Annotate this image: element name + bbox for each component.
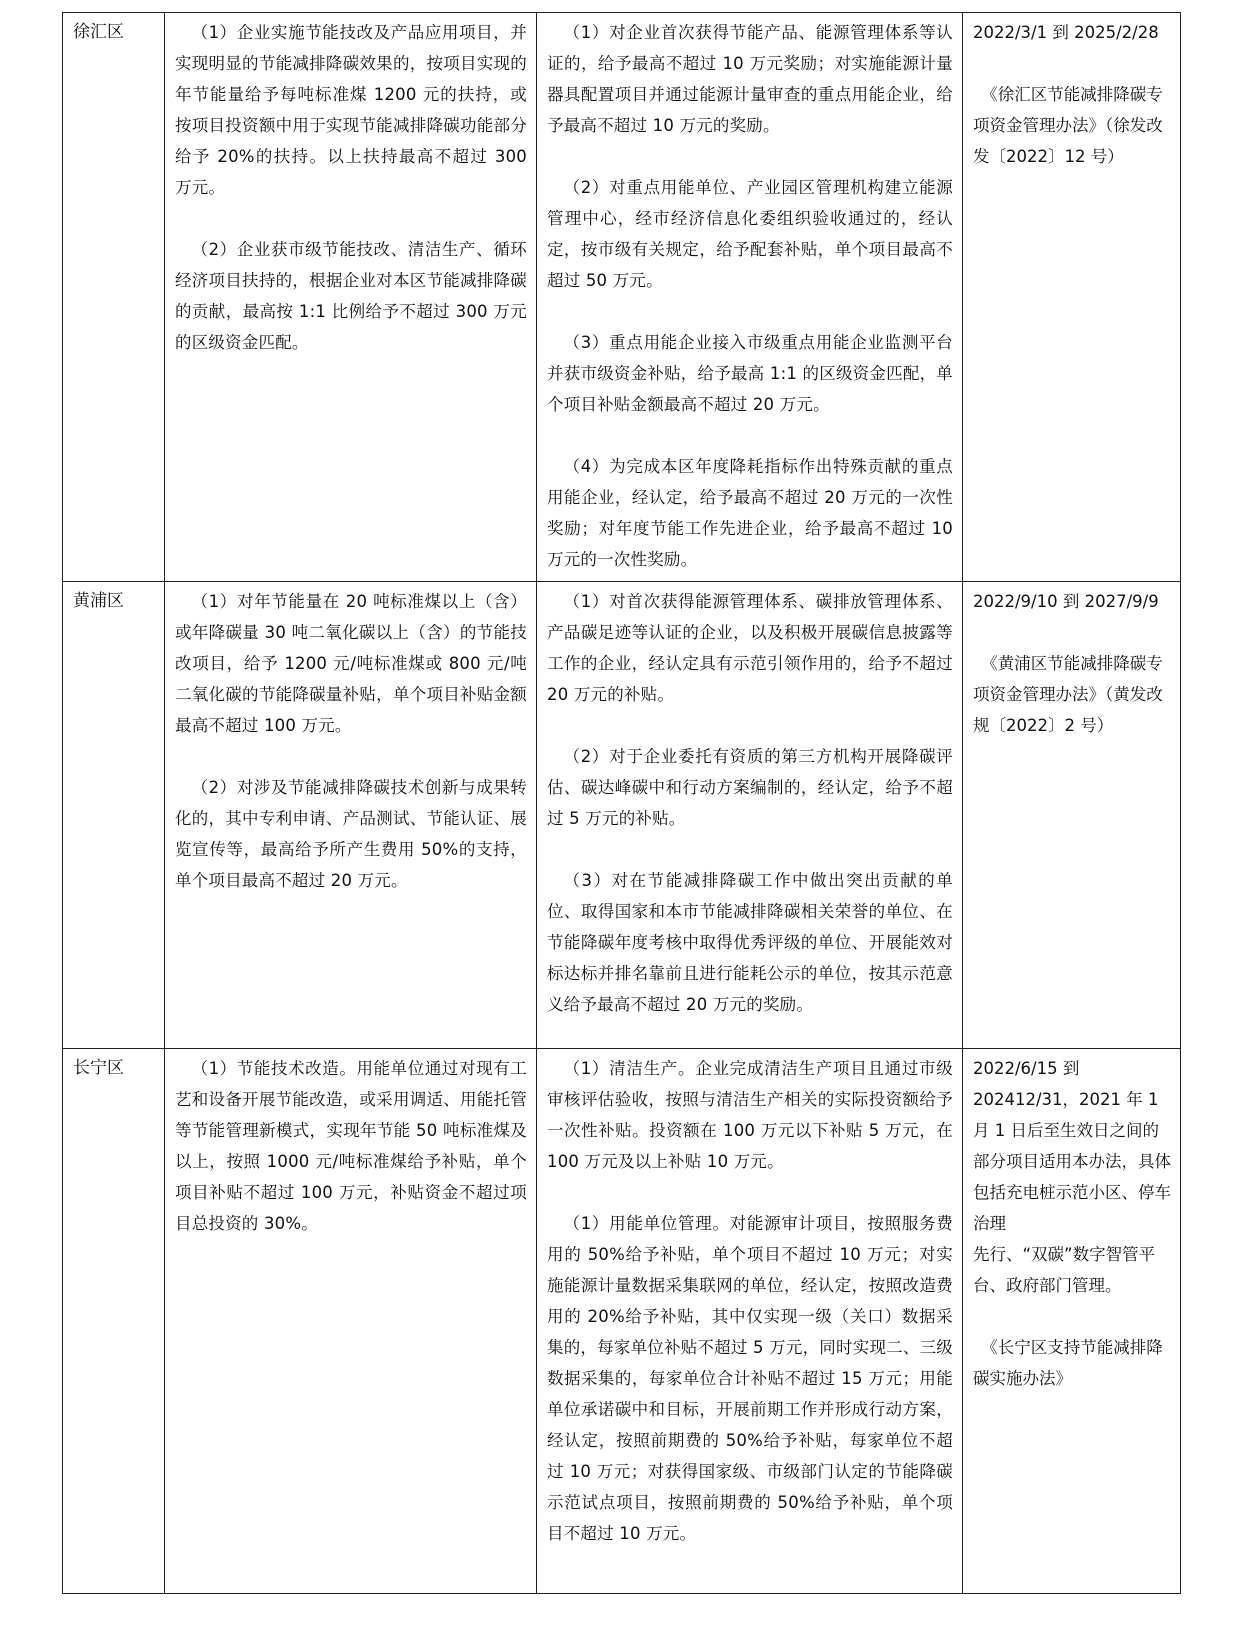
measure-paragraph: （2）对涉及节能减排降碳技术创新与成果转化的，其中专利申请、产品测试、节能认证、展览宣传等，最高给予所产生费用 50%的支持，单个项目最高不超过 20 万元。 [175,778,527,890]
measure-paragraph: （1）对首次获得能源管理体系、碳排放管理体系、产品碳足迹等认证的企业，以及积极开展碳信息披露等工作的企业，经认定具有示范引领作用的，给予不超过 20 万元的补贴。 [547,592,953,704]
validity-period: 2022/6/15 到 202412/31，2021 年 1 月 1 日后至生效日之间的部分项目适用本办法，具体包括充电桩示范小区、停车治理 [973,1059,1171,1233]
validity-cell [963,582,1181,1049]
measure-paragraph: （2）企业获市级节能技改、清洁生产、循环经济项目扶持的，根据企业对本区节能减排降碳的贡献，最高按 1:1 比例给予不超过 300 万元的区级资金匹配。 [175,240,527,352]
validity-cell [963,13,1181,582]
reward-measures-cell [537,1049,963,1594]
validity-period: 2022/9/10 到 2027/9/9 [973,592,1159,611]
district-cell: 徐汇区 [63,13,165,582]
support-measures-cell [165,1049,537,1594]
measure-paragraph: （3）对在节能减排降碳工作中做出突出贡献的单位、取得国家和本市节能减排降碳相关荣誉的单位、在节能降碳年度考核中取得优秀评级的单位、开展能效对标达标并排名靠前且进行能耗公示的单位，按其示范意义给予最高不超过 20 万元的奖励。 [547,871,953,1014]
measure-paragraph: （1）企业实施节能技改及产品应用项目，并实现明显的节能减排降碳效果的，按项目实现的年节能量给予每吨标准煤 1200 元的扶持，或按项目投资额中用于实现节能减排降碳功能部分给予 20%的扶持。以上扶持最高不超过 300 万元。 [175,23,527,197]
district-cell: 长宁区 [63,1049,165,1594]
measure-paragraph: （1）对年节能量在 20 吨标准煤以上（含）或年降碳量 30 吨二氧化碳以上（含）的节能技改项目，给予 1200 元/吨标准煤或 800 元/吨二氧化碳的节能降碳量补贴，单个项目补贴金额最高不超过 100 万元。 [175,592,527,735]
reward-measures-cell [537,582,963,1049]
measure-paragraph: （4）为完成本区年度降耗指标作出特殊贡献的重点用能企业，经认定，给予最高不超过 20 万元的一次性奖励；对年度节能工作先进企业，给予最高不超过 10 万元的一次性奖励。 [547,457,953,569]
table-row-huangpu [63,582,1181,1049]
measure-paragraph: （1）节能技术改造。用能单位通过对现有工艺和设备开展节能改造，或采用调适、用能托管等节能管理新模式，实现年节能 50 吨标准煤及以上，按照 1000 元/吨标准煤给予补贴，单个项目补贴不超过 100 万元，补贴资金不超过项目总投资的 30%。 [175,1059,527,1233]
measure-paragraph: （1）用能单位管理。对能源审计项目，按照服务费用的 50%给予补贴，单个项目不超过 10 万元；对实施能源计量数据采集联网的单位，经认定，按照改造费用的 20%给予补贴，其中仅实现一级（关口）数据采集的，每家单位补贴不超过 5 万元，同时实现二、三级数据采集的，每家单位合计补贴不超过 15 万元；用能单位承诺碳中和目标，开展前期工作并形成行动方案，经认定，按照前期费的 50%给予补贴，每家单位不超过 10 万元；对获得国家级、市级部门认定的节能降碳示范试点项目，按照前期费的 50%给予补贴，单个项目不超过 10 万元。 [547,1214,953,1543]
support-measures-cell [165,582,537,1049]
measure-paragraph: （1）对企业首次获得节能产品、能源管理体系等认证的，给予最高不超过 10 万元奖励；对实施能源计量器具配置项目并通过能源计量审查的重点用能企业，给予最高不超过 10 万元的奖励。 [547,23,953,135]
validity-period-detail: 先行、“双碳”数字智管平台、政府部门管理。 [973,1245,1156,1295]
reward-measures-cell [537,13,963,582]
validity-period: 2022/3/1 到 2025/2/28 [973,23,1159,42]
support-measures-cell [165,13,537,582]
measure-paragraph: （3）重点用能企业接入市级重点用能企业监测平台并获市级资金补贴，给予最高 1:1 的区级资金匹配，单个项目补贴金额最高不超过 20 万元。 [547,333,953,414]
policy-document-title: 《徐汇区节能减排降碳专项资金管理办法》（徐发改发〔2022〕12 号） [973,85,1163,166]
policy-document-title: 《长宁区支持节能减排降碳实施办法》 [973,1338,1163,1388]
policy-table [62,12,1181,1594]
measure-paragraph: （2）对重点用能单位、产业园区管理机构建立能源管理中心，经市经济信息化委组织验收通过的，经认定，按市级有关规定，给予配套补贴，单个项目最高不超过 50 万元。 [547,178,953,290]
policy-document-title: 《黄浦区节能减排降碳专项资金管理办法》（黄发改规〔2022〕2 号） [973,654,1163,735]
measure-paragraph: （1）清洁生产。企业完成清洁生产项目且通过市级审核评估验收，按照与清洁生产相关的实际投资额给予一次性补贴。投资额在 100 万元以下补贴 5 万元，在 100 万元及以上补贴 10 万元。 [547,1059,953,1171]
table-row-changning [63,1049,1181,1594]
district-cell: 黄浦区 [63,582,165,1049]
validity-cell [963,1049,1181,1594]
measure-paragraph: （2）对于企业委托有资质的第三方机构开展降碳评估、碳达峰碳中和行动方案编制的，经认定，给予不超过 5 万元的补贴。 [547,747,953,828]
table-row-xuhui [63,13,1181,582]
